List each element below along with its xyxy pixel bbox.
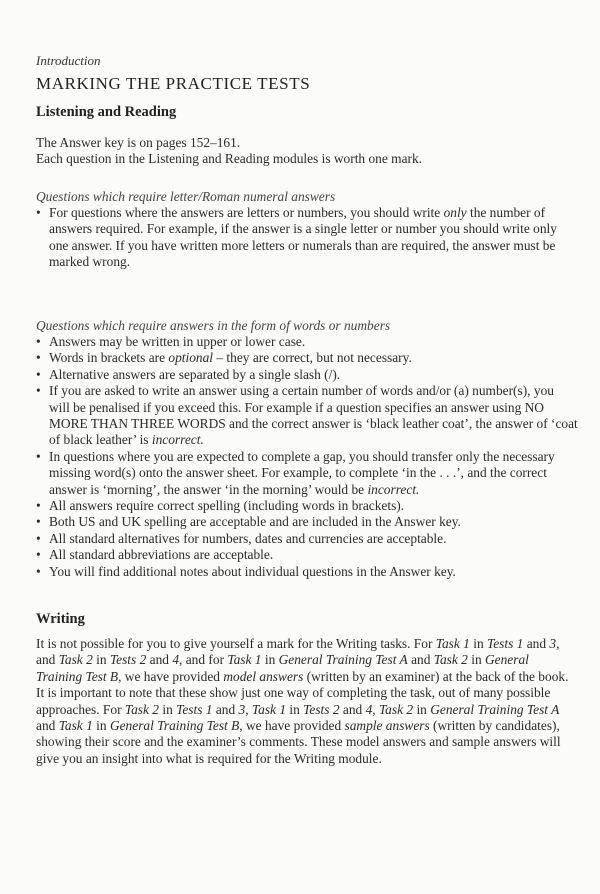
subheading-letter-answers: Questions which require letter/Roman numeral answers: [36, 189, 336, 204]
italic-text: Tests 2: [303, 701, 340, 717]
italic-text: Task 2: [378, 701, 414, 717]
bullet-item: [36, 205, 578, 271]
bullet-item: [36, 531, 578, 547]
text-run: The Answer key is on pages 152–161.: [36, 135, 241, 150]
text-run: in: [261, 652, 279, 668]
italic-text: Tests 1: [487, 636, 524, 651]
text-run: All standard abbreviations are acceptable.: [49, 547, 274, 563]
text-run: and: [146, 652, 173, 668]
section-heading-listening-reading: Listening and Reading: [36, 104, 177, 120]
italic-text: General Training Test A: [278, 652, 408, 668]
text-line: [36, 135, 578, 151]
bullet-item: [36, 383, 578, 449]
text-run: All standard alternatives for numbers, dates and currencies are acceptable.: [49, 530, 447, 546]
italic-text: incorrect.: [367, 481, 420, 497]
text-run: and: [36, 718, 59, 734]
italic-text: Task 1: [435, 636, 470, 651]
running-head: Introduction: [36, 53, 101, 68]
section-heading-writing: Writing: [36, 611, 85, 627]
writing-body: [36, 636, 578, 767]
text-run: (written by an examiner) at the back of the book. It is important to note that these show just one way of completing the task, out of many possible approaches. For: [36, 668, 569, 717]
text-run: and: [523, 636, 550, 651]
listening-intro: [36, 135, 578, 168]
italic-text: Task 2: [58, 652, 93, 668]
italic-text: 4: [365, 701, 373, 717]
bullet-item: [36, 367, 578, 383]
text-run: Words in brackets are: [49, 350, 169, 366]
italic-text: Task 2: [124, 701, 159, 717]
bullet-item: [36, 514, 578, 530]
text-run: Answers may be written in upper or lower case.: [49, 334, 306, 349]
italic-text: Task 2: [433, 652, 468, 668]
text-run: and: [407, 652, 434, 668]
text-run: in: [159, 701, 177, 717]
italic-text: Tests 2: [109, 652, 147, 668]
text-run: in: [467, 652, 485, 668]
italic-text: Task 1: [251, 701, 287, 717]
text-run: in: [286, 701, 304, 717]
text-run: (written by candidates), showing their score and the examiner’s comments. These model answers and sample answers will give you an insight into what is required for the Writing module.: [36, 718, 561, 766]
italic-text: model answers: [223, 668, 304, 684]
text-run: in: [413, 701, 431, 717]
text-run: Each question in the Listening and Reading modules is worth one mark.: [36, 151, 423, 167]
italic-text: General Training Test A: [430, 701, 560, 717]
italic-text: incorrect.: [151, 432, 204, 448]
text-run: It is not possible for you to give yourself a mark for the Writing tasks. For: [36, 636, 436, 651]
text-line: [36, 636, 578, 767]
bullet-item: [36, 498, 578, 514]
italic-text: only: [443, 205, 467, 220]
text-run: Alternative answers are separated by a single slash (/).: [49, 366, 341, 382]
text-run: , we have provided: [118, 668, 224, 684]
italic-text: Tests 1: [176, 701, 213, 717]
italic-text: 3: [238, 701, 246, 717]
italic-text: General Training Test B: [109, 718, 240, 734]
word-answers-list: [36, 334, 578, 580]
text-run: Both US and UK spelling are acceptable and are included in the Answer key.: [49, 514, 461, 530]
letter-answers-list: [36, 205, 578, 271]
bullet-item: [36, 564, 578, 580]
text-line: [36, 151, 578, 167]
subheading-word-answers: Questions which require answers in the form of words or numbers: [36, 318, 391, 333]
text-run: , we have provided: [239, 718, 345, 734]
italic-text: 4: [172, 652, 180, 668]
text-run: in: [469, 636, 488, 651]
bullet-item: [36, 334, 578, 350]
text-run: In questions where you are expected to complete a gap, you should transfer only the necessary missing word(s) onto the answer sheet. For example, to complete ‘in the . . .’, and the correct answer is ‘morning’, the answer ‘in the morning’ would be: [49, 448, 555, 497]
italic-text: sample answers: [344, 718, 430, 734]
text-run: – they are correct, but not necessary.: [213, 350, 412, 366]
text-run: the number of answers required. For example, if the answer is a single letter or number you should write only one answer. If you have written more letters or numerals than are required, the answer must be marked wrong.: [49, 205, 557, 270]
italic-text: optional: [168, 350, 214, 366]
text-run: and: [212, 701, 239, 717]
text-run: All answers require correct spelling (including words in brackets).: [49, 498, 405, 514]
italic-text: Task 1: [58, 718, 93, 734]
text-run: ,: [245, 701, 252, 717]
italic-text: 3: [549, 636, 557, 651]
text-run: , and for: [179, 652, 228, 668]
text-run: If you are asked to write an answer using a certain number of words and/or (a) number(s), you will be penalised if you exceed this. For example if a question specifies an answer using NO MORE THAN THREE WORDS and the correct answer is ‘black leather coat’, the answer of ‘coat of black leather’ is: [49, 383, 578, 448]
bullet-item: [36, 350, 578, 366]
text-run: and: [339, 701, 366, 717]
text-run: You will find additional notes about individual questions in the Answer key.: [49, 563, 456, 579]
bullet-item: [36, 449, 578, 498]
text-run: in: [92, 718, 110, 734]
text-run: ,: [372, 701, 379, 717]
text-run: , and: [36, 636, 560, 668]
bullet-item: [36, 547, 578, 563]
italic-text: General Training Test B: [36, 652, 529, 684]
text-run: For questions where the answers are letters or numbers, you should write: [49, 205, 444, 220]
text-run: in: [92, 652, 110, 668]
page-title: MARKING THE PRACTICE TESTS: [36, 74, 311, 93]
italic-text: Task 1: [227, 652, 262, 668]
